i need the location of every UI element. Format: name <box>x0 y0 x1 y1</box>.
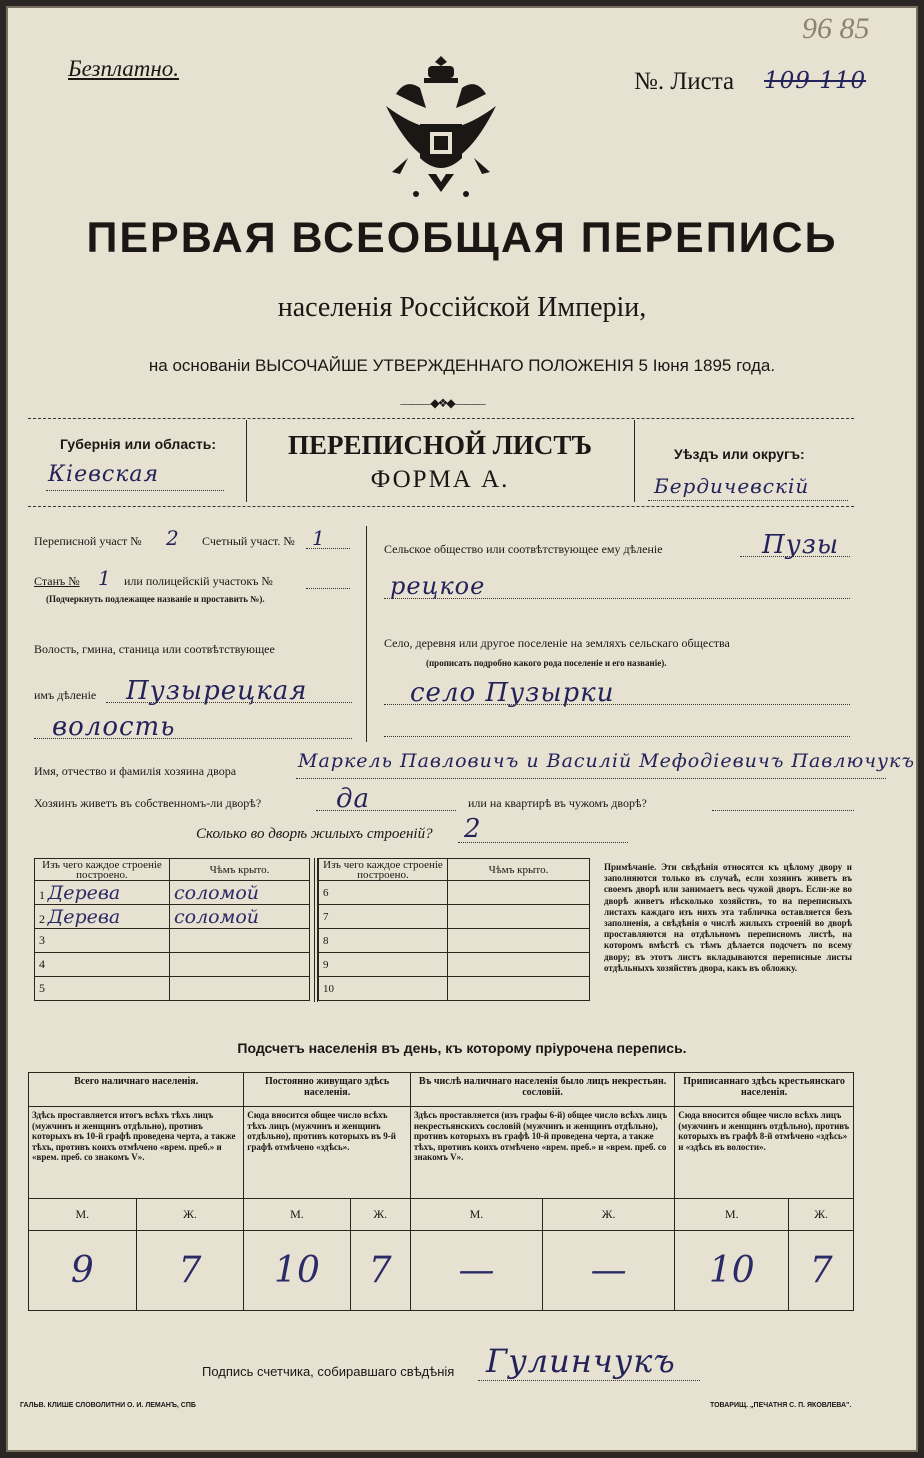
owner-label: Имя, отчество и фамилія хозяина двора <box>34 764 237 778</box>
building-row <box>35 929 170 953</box>
count-value: 10 <box>675 1231 789 1311</box>
count-value: — <box>543 1231 675 1311</box>
guberniya-value: Кіевская <box>48 462 160 487</box>
row-number: 7 <box>319 905 448 929</box>
female-header: Ж. <box>789 1199 854 1231</box>
village-value: село Пузырки <box>410 678 615 708</box>
owner-value: Маркель Павловичъ и Василій Мефодіевичъ Павлючукъ <box>298 750 916 772</box>
col-resident-head: Постоянно живущаго здѣсь населенія. <box>244 1073 411 1107</box>
material-header: Изъ чего каждое строеніе построено. <box>35 859 170 881</box>
volost-label: Волость, гмина, станица или соотвѣтствующее <box>34 642 275 656</box>
uezd-line <box>648 500 848 501</box>
col-peasant-head: Приписаннаго здѣсь крестьянскаго населенія. <box>675 1073 854 1107</box>
col-total-head: Всего наличнаго населенія. <box>29 1073 244 1107</box>
owner-line <box>296 778 886 779</box>
building-row <box>35 905 170 929</box>
material-value: Дерева <box>47 905 121 928</box>
printer-left: ГАЛЬВ. КЛИШЕ СЛОВОЛИТНИ О. И. ЛЕМАНЪ, СПБ <box>20 1402 196 1409</box>
row-number: 9 <box>319 953 448 977</box>
female-header: Ж. <box>543 1199 675 1231</box>
row-number: 5 <box>39 981 45 995</box>
count-value: 10 <box>244 1231 350 1311</box>
village-line-2 <box>384 736 850 737</box>
sheet-number-value: 109 110 <box>764 68 867 94</box>
material-header-2: Изъ чего каждое строеніе построено. <box>319 859 448 881</box>
row-number: 2 <box>39 911 45 926</box>
volost-value-2: волость <box>52 712 176 742</box>
volost-line <box>106 702 352 703</box>
roof-value: соломой <box>174 905 260 928</box>
buildings-table-left <box>34 858 310 1001</box>
volost-line-2 <box>34 738 352 739</box>
count-value: 7 <box>136 1231 244 1311</box>
volost-value: Пузырецкая <box>126 676 308 706</box>
buildings-value: 2 <box>464 814 482 844</box>
col-total-desc: Здѣсь проставляется итогъ всѣхъ тѣхъ лицъ (мужчинъ и женщинъ отдѣльно), противъ которыхъ въ 10-й графѣ проведена черта, а также тѣхъ, противъ коихъ отмѣчено «врем. преб.» и «врем. преб. со знакомъ V». <box>29 1107 244 1199</box>
signature-label: Подпись счетчика, собиравшаго свѣдѣнія <box>202 1364 455 1379</box>
male-header: М. <box>675 1199 789 1231</box>
row-number: 6 <box>319 881 448 905</box>
archive-number: 96 85 <box>802 12 870 45</box>
col-nonpeasant-desc: Здѣсь проставляется (изъ графы 6-й) общее число всѣхъ лицъ некрестьянскихъ сословій (мужчинъ и женщинъ отдѣльно), противъ которыхъ въ графѣ 10-й проведена черта, а также тѣхъ, противъ коихъ отмѣчено «врем. преб.» и «врем. преб. со знакомъ V». <box>410 1107 674 1199</box>
buildings-line <box>458 842 628 843</box>
note-title: Примѣчаніе. <box>604 862 657 872</box>
uezd-label: Уѣздъ или округъ: <box>674 446 805 462</box>
form-label: ФОРМА А. <box>370 466 510 493</box>
building-row <box>35 977 170 1001</box>
male-header: М. <box>410 1199 542 1231</box>
row-number: 4 <box>39 957 45 971</box>
uezd-value: Бердичевскій <box>654 474 810 498</box>
society-label: Сельское общество или соотвѣтствующее ему дѣленіе <box>384 542 663 556</box>
roof-header: Чѣмъ крыто. <box>170 859 310 881</box>
legal-basis: на основаніи ВЫСОЧАЙШЕ УТВЕРЖДЕННАГО ПОЛОЖЕНІЯ 5 Іюня 1895 года. <box>148 356 776 375</box>
count-value: 9 <box>29 1231 137 1311</box>
signature-value: Гулинчукъ <box>486 1342 676 1380</box>
village-label: Село, деревня или другое поселеніе на земляхъ сельскаго общества <box>384 636 730 650</box>
female-header: Ж. <box>350 1199 410 1231</box>
rent-label: или на квартирѣ въ чужомъ дворѣ? <box>468 796 647 810</box>
form-divider-right <box>634 420 635 502</box>
stan-label: Станъ № <box>34 574 80 588</box>
stan-rest: или полицейскій участокъ № <box>124 574 273 588</box>
printer-right: ТОВАРИЩ. „ПЕЧАТНЯ С. П. ЯКОВЛЕВА". <box>710 1402 852 1409</box>
material-value: Дерева <box>47 881 121 904</box>
own-yard-line <box>316 810 456 811</box>
form-header-rule <box>28 506 854 507</box>
row-number: 10 <box>319 977 448 1001</box>
roof-value: соломой <box>174 881 260 904</box>
note-block <box>604 862 852 974</box>
schet-line <box>306 548 350 549</box>
village-line <box>384 704 850 705</box>
count-title: Подсчетъ населенія въ день, къ которому пріурочена перепись. <box>237 1040 687 1056</box>
stan-note: (Подчеркнуть подлежащее названіе и проставить №). <box>46 594 265 604</box>
col-nonpeasant-head: Въ числѣ наличнаго населенія было лицъ некрестьян. сословій. <box>410 1073 674 1107</box>
form-top-rule <box>28 418 854 419</box>
page-subtitle: населенія Россійской Имперіи, <box>277 292 647 323</box>
village-note: (прописать подробно какого рода поселеніе и его названіе). <box>426 658 667 668</box>
count-value: 7 <box>350 1231 410 1311</box>
free-label: Безплатно. <box>68 56 180 81</box>
society-line-2 <box>384 598 850 599</box>
uchast-label: Переписной участ № <box>34 534 142 548</box>
row-number: 1 <box>39 887 45 902</box>
double-headed-eagle-emblem <box>378 54 504 204</box>
row-number: 8 <box>319 929 448 953</box>
buildings-table-right <box>318 858 590 1001</box>
section-divider <box>366 526 367 742</box>
row-number: 3 <box>39 933 45 947</box>
society-value-2: рецкое <box>390 572 486 600</box>
guberniya-line <box>46 490 224 491</box>
ornament-divider: ―――◆❖◆――― <box>400 396 484 410</box>
uchast-value: 2 <box>166 526 180 550</box>
society-value: Пузы <box>762 530 840 560</box>
sheet-title: ПЕРЕПИСНОЙ ЛИСТЪ <box>287 430 593 460</box>
schet-label: Счетный участ. № <box>202 534 295 548</box>
count-value: — <box>410 1231 542 1311</box>
form-divider-left <box>246 420 247 502</box>
schet-value: 1 <box>312 526 326 550</box>
male-header: М. <box>244 1199 350 1231</box>
male-header: М. <box>29 1199 137 1231</box>
page-title: ПЕРВАЯ ВСЕОБЩАЯ ПЕРЕПИСЬ <box>86 214 838 262</box>
sheet-number-label: №. Листа <box>634 68 735 95</box>
count-value: 7 <box>789 1231 854 1311</box>
own-yard-label: Хозяинъ живетъ въ собственномъ-ли дворѣ? <box>34 796 262 810</box>
stan-value: 1 <box>98 566 112 590</box>
female-header: Ж. <box>136 1199 244 1231</box>
note-text: Эти свѣдѣнія относятся къ цѣлому двору и заполняются только въ случаѣ, если хозяинъ живетъ въ своемъ дворѣ или занимаетъ весь чужой дворъ. Если-же во дворѣ живетъ нѣсколько хозяйствъ, то на переписныхъ листахъ каждаго изъ нихъ эта табличка оставляется безъ заполненія, а свѣдѣнія о числѣ жилыхъ строеній во дворѣ проставляются на отдѣльномъ переписномъ листѣ, на которомъ вмѣстѣ съ тѣмъ дѣлается подсчетъ по всему двору; въ этотъ листъ вкладываются переписные листы отдѣльныхъ хозяйствъ двора, какъ въ обложку. <box>604 862 852 973</box>
buildings-label: Сколько во дворѣ жилыхъ строеній? <box>196 826 433 842</box>
volost-label-2: имъ дѣленіе <box>34 688 97 702</box>
own-yard-value: да <box>336 784 370 814</box>
signature-line <box>478 1380 700 1381</box>
col-resident-desc: Сюда вносится общее число всѣхъ тѣхъ лицъ (мужчинъ и женщинъ отдѣльно), противъ которыхъ въ 9-й графѣ отмѣчено «здѣсь». <box>244 1107 411 1199</box>
rent-line <box>712 810 854 811</box>
society-line <box>740 556 850 557</box>
census-sheet <box>6 6 918 1452</box>
col-peasant-desc: Сюда вносится общее число всѣхъ лицъ (мужчинъ и женщинъ отдѣльно), противъ которыхъ въ графѣ 8-й отмѣчено «здѣсь» и «здѣсь въ волости». <box>675 1107 854 1199</box>
population-count-table <box>28 1072 854 1311</box>
stan-line <box>306 588 350 589</box>
building-row <box>35 881 170 905</box>
guberniya-label: Губернія или область: <box>60 436 217 452</box>
roof-header-2: Чѣмъ крыто. <box>448 859 590 881</box>
building-row <box>35 953 170 977</box>
